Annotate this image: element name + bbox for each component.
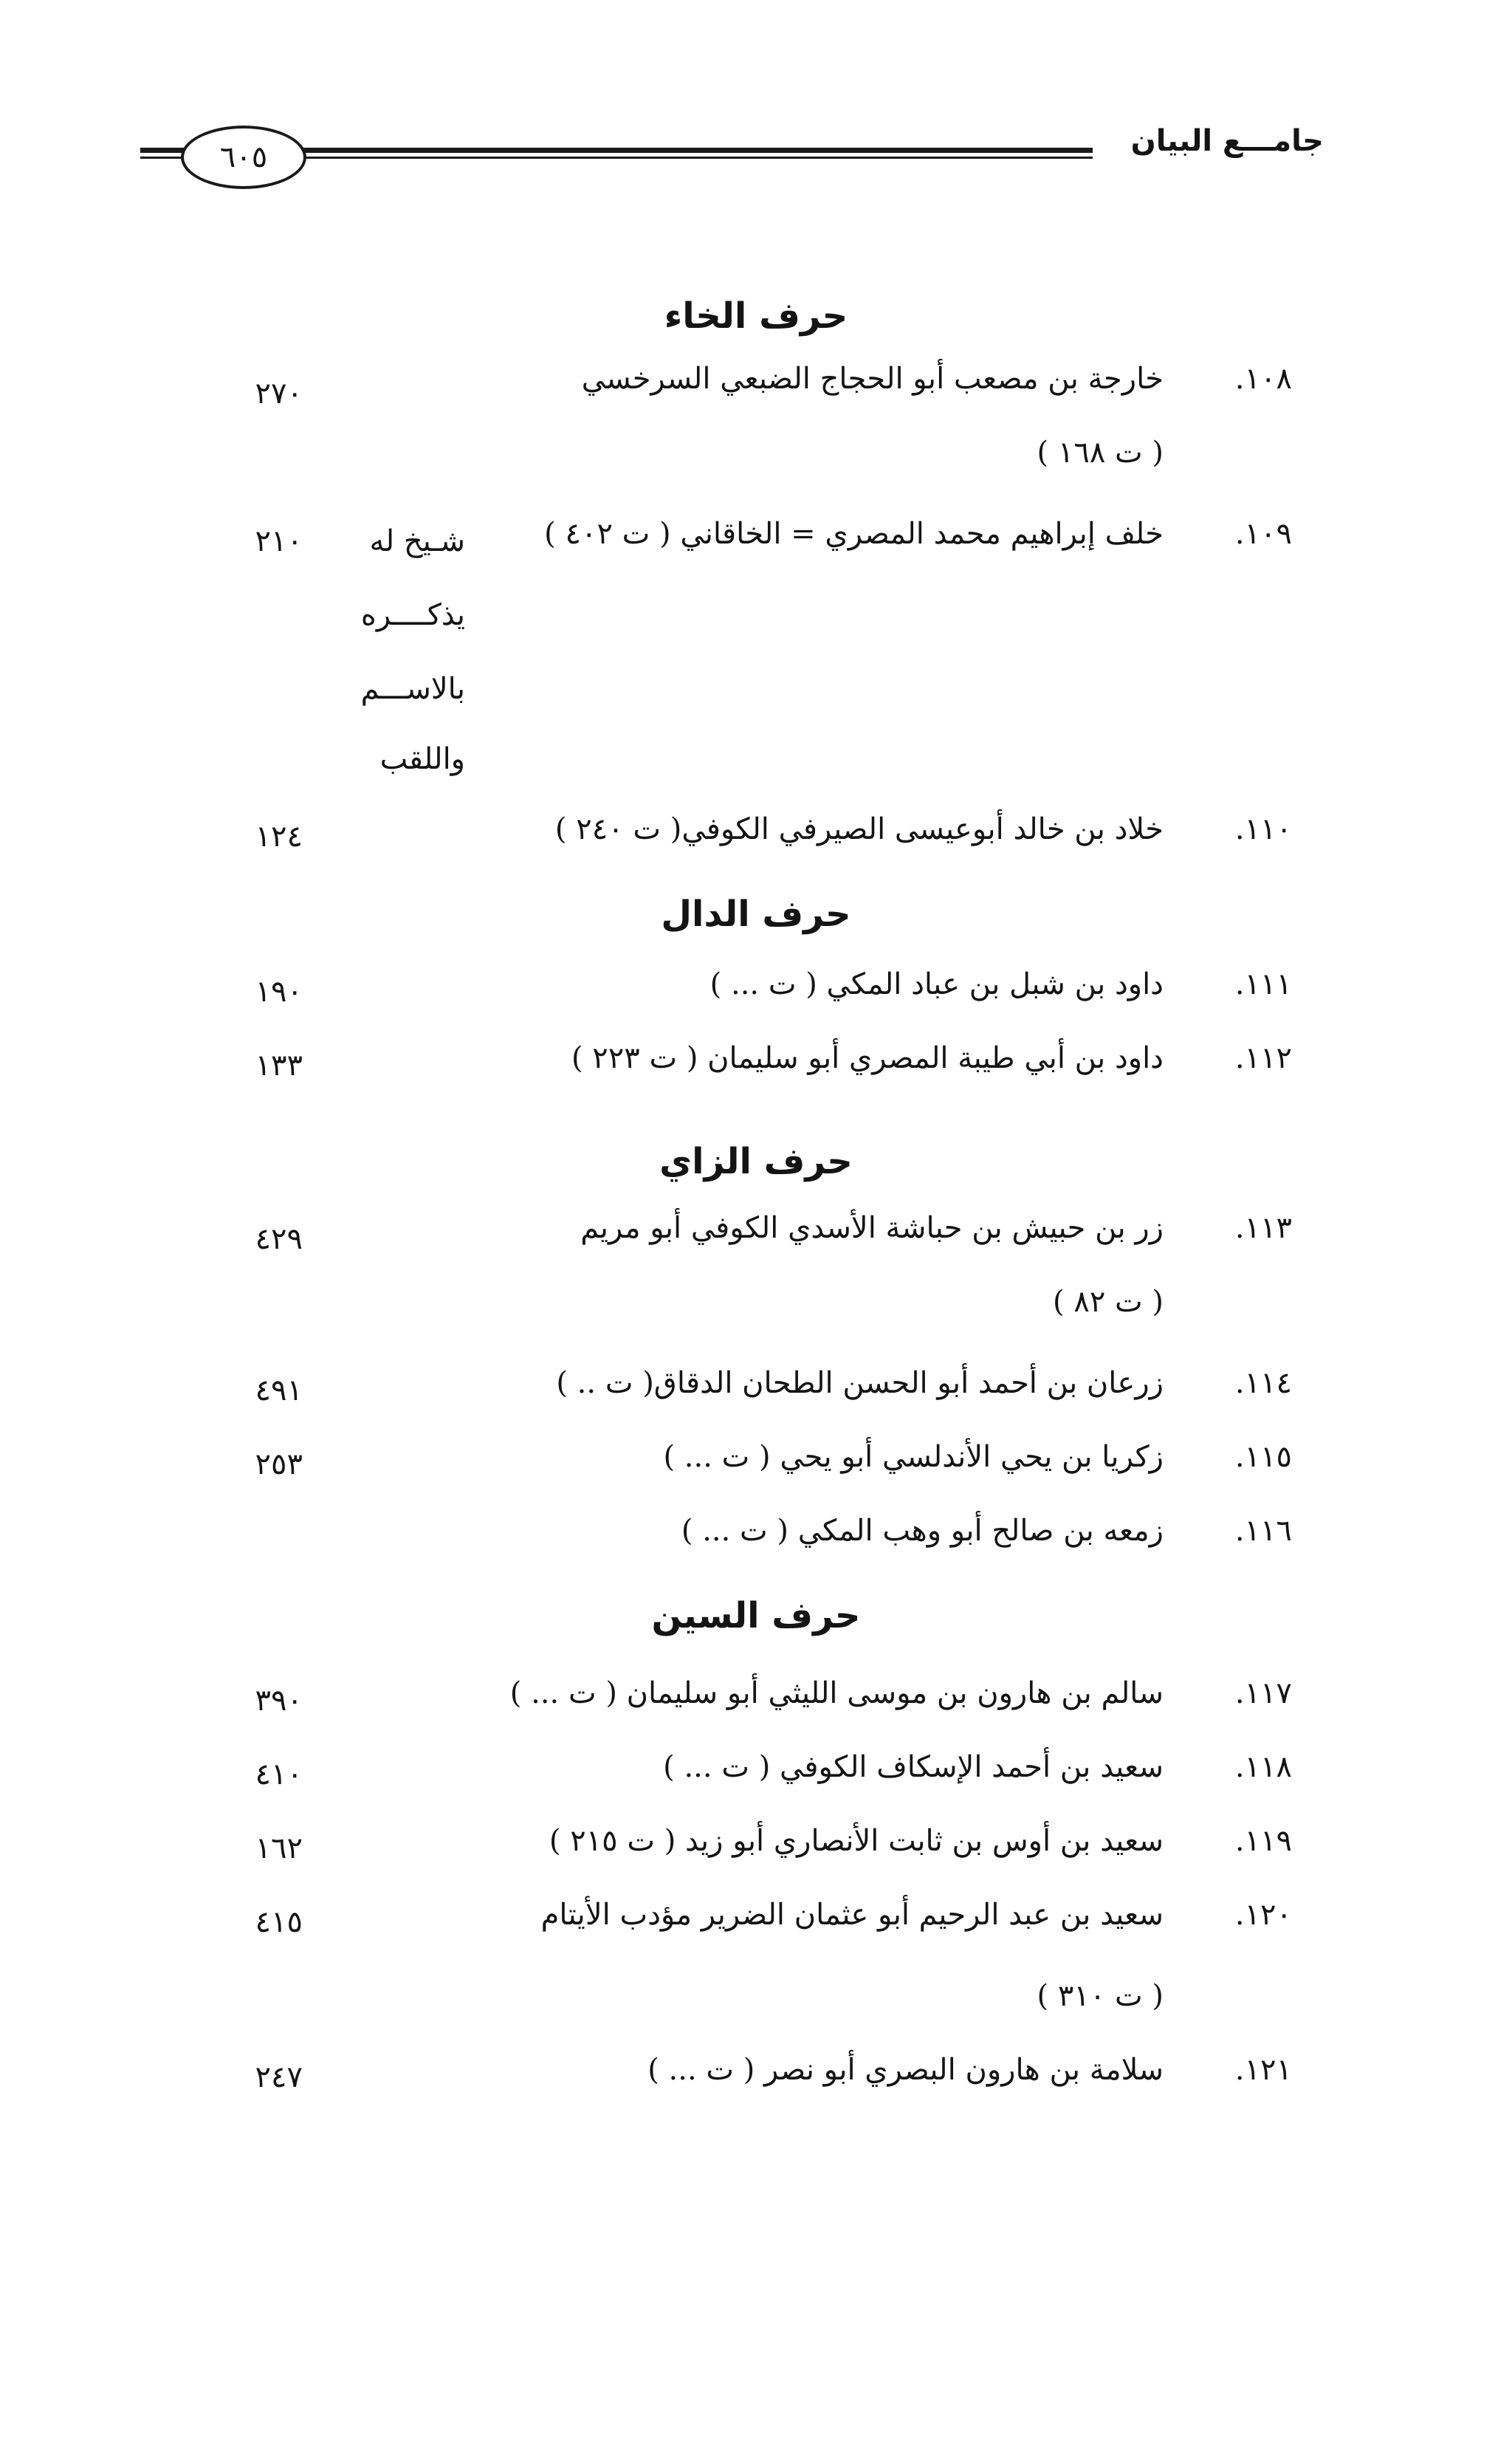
entry-number: ١١٣. [1234, 1211, 1292, 1245]
entry-page-ref: ١٩٠ [255, 975, 303, 1009]
entry-number: ١١٢. [1234, 1041, 1292, 1075]
entry-death-date: ( ت ١٦٨ ) [1037, 436, 1164, 470]
section-heading-kha: حرف الخاء [664, 295, 848, 337]
entry-number: ١٢١. [1234, 2053, 1292, 2087]
entry-number: ١٢٠. [1234, 1898, 1292, 1932]
entry-name: سعيد بن عبد الرحيم أبو عثمان الضرير مؤدب الأيتام [540, 1898, 1164, 1932]
entry-name: سلامة بن هارون البصري أبو نصر ( ت ... ) [647, 2053, 1164, 2087]
entry-page-ref: ١٢٤ [255, 820, 303, 854]
entry-name: خارجة بن مصعب أبو الحجاج الضبعي السرخسي [581, 362, 1164, 396]
entry-name: داود بن شبل بن عباد المكي ( ت ... ) [709, 967, 1164, 1001]
entry-page-ref: ٤١٠ [255, 1758, 303, 1791]
entry-page-ref: ١٣٣ [255, 1049, 303, 1083]
entry-page-ref: ٤٢٩ [255, 1222, 303, 1256]
section-heading-dal: حرف الدال [661, 894, 851, 935]
entry-number: ١٠٨. [1234, 362, 1292, 396]
entry-name: زكريا بن يحي الأندلسي أبو يحي ( ت ... ) [663, 1440, 1164, 1474]
entry-note-line: يذكــــره [360, 598, 465, 632]
entry-page-ref: ٣٩٠ [255, 1684, 303, 1718]
entry-name: سالم بن هارون بن موسى الليثي أبو سليمان ( ت ... ) [509, 1676, 1164, 1710]
entry-page-ref: ٤١٥ [255, 1905, 303, 1939]
entry-page-ref: ٤٩١ [255, 1374, 303, 1407]
entry-page-ref: ٢٥٣ [255, 1447, 303, 1481]
entry-name: سعيد بن أوس بن ثابت الأنصاري أبو زيد ( ت ٢١٥ ) [549, 1824, 1164, 1858]
entry-death-date: ( ت ٣١٠ ) [1037, 1979, 1164, 2013]
entry-name: سعيد بن أحمد الإسكاف الكوفي ( ت ... ) [663, 1750, 1164, 1784]
entry-page-ref: ٢٧٠ [255, 377, 303, 411]
entry-note-line: بالاســـم [360, 672, 465, 706]
entry-name: زر بن حبيش بن حباشة الأسدي الكوفي أبو مريم [580, 1211, 1164, 1245]
entry-name: زرعان بن أحمد أبو الحسن الطحان الدقاق( ت .. ) [556, 1366, 1164, 1400]
book-title: جامـــع البيان [1130, 124, 1324, 158]
entry-death-date: ( ت ٨٢ ) [1053, 1285, 1164, 1319]
entry-name: داود بن أبي طيبة المصري أبو سليمان ( ت ٢٢٣ ) [571, 1041, 1164, 1075]
entry-number: ١١٤. [1234, 1366, 1292, 1400]
entry-note-line: شـيخ له [369, 524, 465, 558]
entry-number: ١٠٩. [1234, 517, 1292, 551]
entry-number: ١١٠. [1234, 812, 1292, 846]
entry-number: ١١١. [1234, 967, 1292, 1001]
section-heading-zay: حرف الزاي [659, 1141, 853, 1182]
entry-number: ١١٥. [1234, 1440, 1292, 1474]
page-number [181, 126, 306, 189]
entry-number: ١١٨. [1234, 1750, 1292, 1784]
page-number-text: ٦٠٥ [219, 140, 268, 174]
entry-page-ref: ١٦٢ [255, 1831, 303, 1865]
entry-name: خلف إبراهيم محمد المصري = الخاقاني ( ت ٤٠٢ ) [544, 517, 1164, 551]
section-heading-sin: حرف السين [651, 1595, 861, 1636]
entry-number: ١١٩. [1234, 1824, 1292, 1858]
entry-page-ref: ٢٤٧ [255, 2060, 303, 2094]
entry-note-line: واللقب [379, 742, 465, 776]
entry-name: خلاد بن خالد أبوعيسى الصيرفي الكوفي( ت ٢٤٠ ) [554, 812, 1164, 846]
entry-number: ١١٧. [1234, 1676, 1292, 1710]
entry-name: زمعه بن صالح أبو وهب المكي ( ت ... ) [681, 1514, 1164, 1548]
entry-page-ref: ٢١٠ [255, 524, 303, 558]
entry-number: ١١٦. [1234, 1514, 1292, 1548]
